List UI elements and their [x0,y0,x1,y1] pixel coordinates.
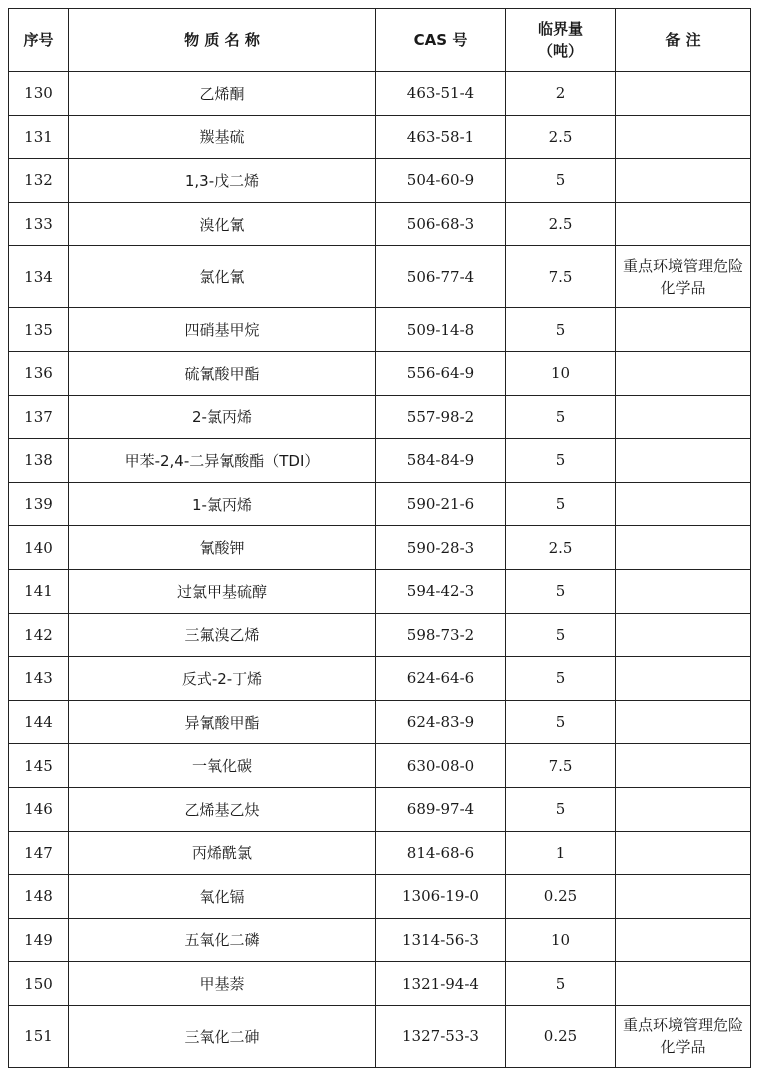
substance-name-cell: 硫氰酸甲酯 [69,351,376,395]
cas-number-cell: 1321-94-4 [376,962,506,1006]
threshold-cell: 5 [506,395,616,439]
threshold-cell: 5 [506,613,616,657]
row-index-cell: 137 [9,395,69,439]
threshold-cell: 1 [506,831,616,875]
threshold-cell: 0.25 [506,875,616,919]
threshold-cell: 5 [506,700,616,744]
threshold-cell: 5 [506,159,616,203]
note-cell [616,351,751,395]
cas-number-cell: 598-73-2 [376,613,506,657]
table-row [9,918,751,962]
note-cell: 重点环境管理危险化学品 [616,1005,751,1067]
table-row [9,308,751,352]
row-index-cell: 150 [9,962,69,1006]
substance-name-cell: 溴化氰 [69,202,376,246]
substance-name-cell: 四硝基甲烷 [69,308,376,352]
table-row [9,1005,751,1067]
row-index-cell: 133 [9,202,69,246]
header-cas: CAS 号 [376,9,506,72]
substance-name-cell: 2-氯丙烯 [69,395,376,439]
threshold-cell: 7.5 [506,744,616,788]
substance-name-cell: 五氧化二磷 [69,918,376,962]
note-cell: 重点环境管理危险化学品 [616,246,751,308]
note-cell [616,569,751,613]
table-row [9,526,751,570]
note-cell [616,787,751,831]
table-row [9,700,751,744]
threshold-cell: 0.25 [506,1005,616,1067]
cas-number-cell: 590-21-6 [376,482,506,526]
table-row [9,439,751,483]
substance-name-cell: 一氧化碳 [69,744,376,788]
note-cell [616,72,751,116]
row-index-cell: 144 [9,700,69,744]
substance-name-cell: 甲苯-2,4-二异氰酸酯（TDI） [69,439,376,483]
substance-name-cell: 甲基萘 [69,962,376,1006]
row-index-cell: 143 [9,657,69,701]
table-row [9,246,751,308]
table-row [9,613,751,657]
threshold-cell: 5 [506,657,616,701]
row-index-cell: 130 [9,72,69,116]
table-row [9,569,751,613]
cas-number-cell: 463-51-4 [376,72,506,116]
note-cell [616,962,751,1006]
row-index-cell: 141 [9,569,69,613]
threshold-cell: 2.5 [506,115,616,159]
row-index-cell: 142 [9,613,69,657]
substance-name-cell: 羰基硫 [69,115,376,159]
note-cell [616,395,751,439]
note-cell [616,700,751,744]
note-cell [616,159,751,203]
substance-name-cell: 丙烯酰氯 [69,831,376,875]
table-row [9,202,751,246]
substance-name-cell: 氰酸钾 [69,526,376,570]
note-cell [616,613,751,657]
table-row [9,482,751,526]
note-cell [616,202,751,246]
threshold-cell: 5 [506,308,616,352]
table-row [9,787,751,831]
row-index-cell: 149 [9,918,69,962]
cas-number-cell: 504-60-9 [376,159,506,203]
threshold-cell: 2.5 [506,202,616,246]
cas-number-cell: 594-42-3 [376,569,506,613]
table-row [9,159,751,203]
threshold-cell: 5 [506,482,616,526]
substance-name-cell: 乙烯酮 [69,72,376,116]
cas-number-cell: 506-68-3 [376,202,506,246]
substance-table [8,8,751,1068]
table-row [9,962,751,1006]
substance-name-cell: 异氰酸甲酯 [69,700,376,744]
row-index-cell: 132 [9,159,69,203]
cas-number-cell: 509-14-8 [376,308,506,352]
row-index-cell: 134 [9,246,69,308]
note-cell [616,831,751,875]
note-cell [616,918,751,962]
note-cell [616,875,751,919]
table-row [9,744,751,788]
threshold-cell: 5 [506,962,616,1006]
table-row [9,115,751,159]
note-cell [616,115,751,159]
cas-number-cell: 814-68-6 [376,831,506,875]
note-cell [616,482,751,526]
note-cell [616,526,751,570]
row-index-cell: 136 [9,351,69,395]
header-threshold-unit: （吨） [537,42,583,60]
header-threshold-label: 临界量 [537,20,583,38]
substance-name-cell: 氧化镉 [69,875,376,919]
cas-number-cell: 506-77-4 [376,246,506,308]
row-index-cell: 140 [9,526,69,570]
row-index-cell: 145 [9,744,69,788]
table-row [9,351,751,395]
row-index-cell: 146 [9,787,69,831]
substance-name-cell: 三氟溴乙烯 [69,613,376,657]
row-index-cell: 147 [9,831,69,875]
threshold-cell: 5 [506,439,616,483]
threshold-cell: 7.5 [506,246,616,308]
cas-number-cell: 1314-56-3 [376,918,506,962]
table-row [9,875,751,919]
substance-name-cell: 反式-2-丁烯 [69,657,376,701]
cas-number-cell: 556-64-9 [376,351,506,395]
cas-number-cell: 584-84-9 [376,439,506,483]
threshold-cell: 10 [506,351,616,395]
substance-name-cell: 氯化氰 [69,246,376,308]
row-index-cell: 151 [9,1005,69,1067]
substance-name-cell: 1,3-戊二烯 [69,159,376,203]
cas-number-cell: 557-98-2 [376,395,506,439]
cas-number-cell: 624-83-9 [376,700,506,744]
cas-number-cell: 630-08-0 [376,744,506,788]
substance-name-cell: 乙烯基乙炔 [69,787,376,831]
row-index-cell: 131 [9,115,69,159]
cas-number-cell: 1327-53-3 [376,1005,506,1067]
threshold-cell: 10 [506,918,616,962]
threshold-cell: 5 [506,569,616,613]
table-body [9,72,751,1068]
table-row [9,72,751,116]
cas-number-cell: 689-97-4 [376,787,506,831]
cas-number-cell: 463-58-1 [376,115,506,159]
row-index-cell: 138 [9,439,69,483]
threshold-cell: 2 [506,72,616,116]
header-threshold [506,9,616,72]
substance-name-cell: 1-氯丙烯 [69,482,376,526]
note-cell [616,744,751,788]
row-index-cell: 148 [9,875,69,919]
note-cell [616,308,751,352]
cas-number-cell: 624-64-6 [376,657,506,701]
threshold-cell: 5 [506,787,616,831]
table-header-row [9,9,751,72]
substance-name-cell: 过氯甲基硫醇 [69,569,376,613]
table-row [9,831,751,875]
row-index-cell: 135 [9,308,69,352]
header-name: 物 质 名 称 [69,9,376,72]
header-note: 备 注 [616,9,751,72]
note-cell [616,657,751,701]
cas-number-cell: 590-28-3 [376,526,506,570]
table-row [9,395,751,439]
header-index: 序号 [9,9,69,72]
threshold-cell: 2.5 [506,526,616,570]
note-cell [616,439,751,483]
substance-name-cell: 三氧化二砷 [69,1005,376,1067]
table-row [9,657,751,701]
row-index-cell: 139 [9,482,69,526]
cas-number-cell: 1306-19-0 [376,875,506,919]
